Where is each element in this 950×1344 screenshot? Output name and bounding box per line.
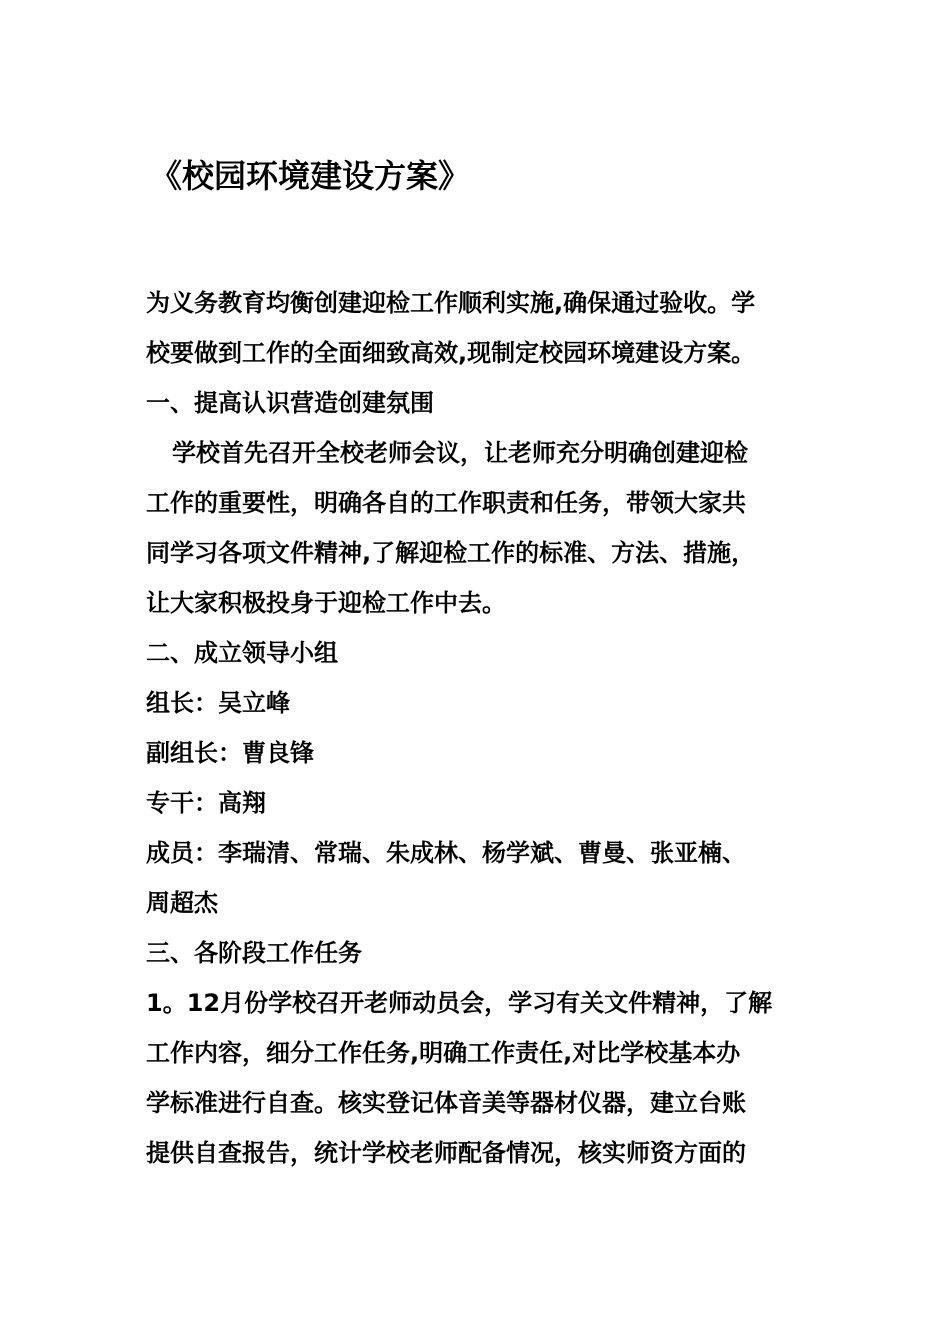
section-1-line-1: 学校首先召开全校老师会议，让老师充分明确创建迎检	[172, 439, 748, 467]
section-2-heading: 二、成立领导小组	[146, 639, 338, 667]
members-line-1: 成员：李瑞清、常瑞、朱成林、杨学斌、曹曼、张亚楠、	[146, 839, 746, 867]
section-1-line-3: 同学习各项文件精神,了解迎检工作的标准、方法、措施，	[146, 539, 756, 567]
leader-line: 组长：吴立峰	[146, 689, 290, 717]
members-line-2: 周超杰	[146, 889, 218, 917]
deputy-leader-line: 副组长：曹良锋	[146, 739, 314, 767]
specialist-line: 专干：高翔	[146, 789, 266, 817]
section-1-line-2: 工作的重要性，明确各自的工作职责和任务，带领大家共	[146, 489, 746, 517]
intro-line-2: 校要做到工作的全面细致高效,现制定校园环境建设方案。	[146, 339, 756, 367]
intro-line-1: 为义务教育均衡创建迎检工作顺利实施,确保通过验收。学	[146, 289, 756, 317]
section-1-heading: 一、提高认识营造创建氛围	[146, 389, 434, 417]
document-title: 《校园环境建设方案》	[150, 157, 471, 195]
task-1-line-1: 1。12月份学校召开老师动员会，学习有关文件精神，了解	[146, 989, 773, 1017]
task-1-line-2: 工作内容，细分工作任务,明确工作责任,对比学校基本办	[146, 1039, 741, 1067]
document-body	[146, 278, 814, 1178]
task-1-line-3: 学标准进行自查。核实登记体音美等器材仪器，建立台账	[146, 1089, 746, 1117]
section-3-heading: 三、各阶段工作任务	[146, 939, 362, 967]
task-1-line-4: 提供自查报告，统计学校老师配备情况，核实师资方面的	[146, 1139, 746, 1167]
section-1-line-4: 让大家积极投身于迎检工作中去。	[146, 589, 506, 617]
